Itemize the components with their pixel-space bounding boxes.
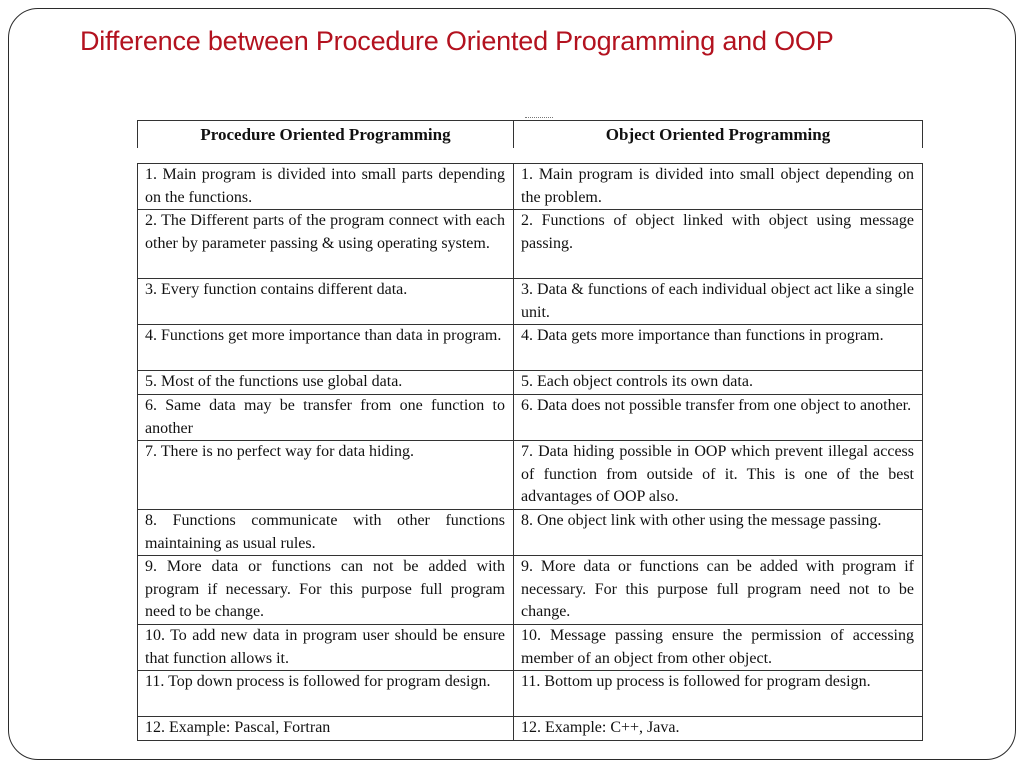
cell-text: 3. Every function contains different data. bbox=[145, 281, 408, 298]
pop-cell bbox=[138, 441, 514, 510]
oop-cell bbox=[514, 210, 923, 279]
cell-text: 9. More data or functions can be added with program if necessary. For this purpose full program need not to be change. bbox=[521, 558, 914, 620]
cell-text: 10. To add new data in program user should be ensure that function allows it. bbox=[145, 627, 505, 667]
pop-cell bbox=[138, 395, 514, 441]
pop-cell bbox=[138, 325, 514, 371]
comparison-table-image bbox=[137, 120, 932, 736]
cell-text: 6. Same data may be transfer from one function to another bbox=[145, 397, 505, 437]
cell-text: 4. Data gets more importance than functions in program. bbox=[521, 327, 884, 344]
slide-title: Difference between Procedure Oriented Programming and OOP bbox=[80, 26, 834, 56]
cell-text: 2. Functions of object linked with object using message passing. bbox=[521, 212, 914, 252]
oop-cell bbox=[514, 164, 923, 210]
table-header-row bbox=[138, 121, 923, 149]
oop-cell bbox=[514, 371, 923, 395]
pop-cell bbox=[138, 164, 514, 210]
cell-text: 5. Each object controls its own data. bbox=[521, 373, 753, 390]
oop-cell bbox=[514, 625, 923, 671]
table-row bbox=[138, 395, 923, 441]
pop-cell bbox=[138, 210, 514, 279]
cell-text: 1. Main program is divided into small object depending on the problem. bbox=[521, 166, 914, 206]
header-pop: Procedure Oriented Programming bbox=[138, 121, 514, 149]
pop-cell bbox=[138, 371, 514, 395]
oop-cell bbox=[514, 510, 923, 556]
cell-text: 6. Data does not possible transfer from one object to another. bbox=[521, 397, 912, 414]
table-row bbox=[138, 325, 923, 371]
cell-text: 3. Data & functions of each individual object act like a single unit. bbox=[521, 281, 914, 321]
table-row bbox=[138, 441, 923, 510]
oop-cell bbox=[514, 717, 923, 741]
cell-text: 1. Main program is divided into small parts depending on the functions. bbox=[145, 166, 505, 206]
pop-cell bbox=[138, 279, 514, 325]
oop-cell bbox=[514, 671, 923, 717]
pop-cell bbox=[138, 510, 514, 556]
cell-text: 11. Top down process is followed for program design. bbox=[145, 673, 491, 690]
pop-cell bbox=[138, 556, 514, 625]
table-row bbox=[138, 556, 923, 625]
table-row bbox=[138, 510, 923, 556]
table-row bbox=[138, 279, 923, 325]
oop-cell bbox=[514, 325, 923, 371]
cell-text: 11. Bottom up process is followed for program design. bbox=[521, 673, 871, 690]
table-row bbox=[138, 717, 923, 741]
cell-text: 2. The Different parts of the program connect with each other by parameter passing & using operating system. bbox=[145, 212, 505, 252]
table-row bbox=[138, 164, 923, 210]
table-row bbox=[138, 671, 923, 717]
oop-cell bbox=[514, 556, 923, 625]
header-oop: Object Oriented Programming bbox=[514, 121, 923, 149]
oop-cell bbox=[514, 395, 923, 441]
cell-text: 7. Data hiding possible in OOP which prevent illegal access of function from outside of it. This is one of the best advantages of OOP also. bbox=[521, 443, 914, 505]
cell-text: 7. There is no perfect way for data hiding. bbox=[145, 443, 414, 460]
oop-cell bbox=[514, 441, 923, 510]
table-row bbox=[138, 210, 923, 279]
table-row bbox=[138, 371, 923, 395]
pop-cell bbox=[138, 717, 514, 741]
cell-text: 8. One object link with other using the message passing. bbox=[521, 512, 882, 529]
cell-text: 4. Functions get more importance than data in program. bbox=[145, 327, 502, 344]
cell-text: 8. Functions communicate with other functions maintaining as usual rules. bbox=[145, 512, 505, 552]
cell-text: 9. More data or functions can not be added with program if necessary. For this purpose full program need to be change. bbox=[145, 558, 505, 620]
oop-cell bbox=[514, 279, 923, 325]
table-row bbox=[138, 625, 923, 671]
pop-cell bbox=[138, 671, 514, 717]
cell-text: 12. Example: C++, Java. bbox=[521, 719, 680, 736]
cell-text: 10. Message passing ensure the permission of accessing member of an object from other object. bbox=[521, 627, 914, 667]
pop-cell bbox=[138, 625, 514, 671]
header-gap bbox=[138, 148, 923, 164]
comparison-table bbox=[137, 120, 923, 741]
cell-text: 5. Most of the functions use global data. bbox=[145, 373, 403, 390]
cell-text: 12. Example: Pascal, Fortran bbox=[145, 719, 331, 736]
